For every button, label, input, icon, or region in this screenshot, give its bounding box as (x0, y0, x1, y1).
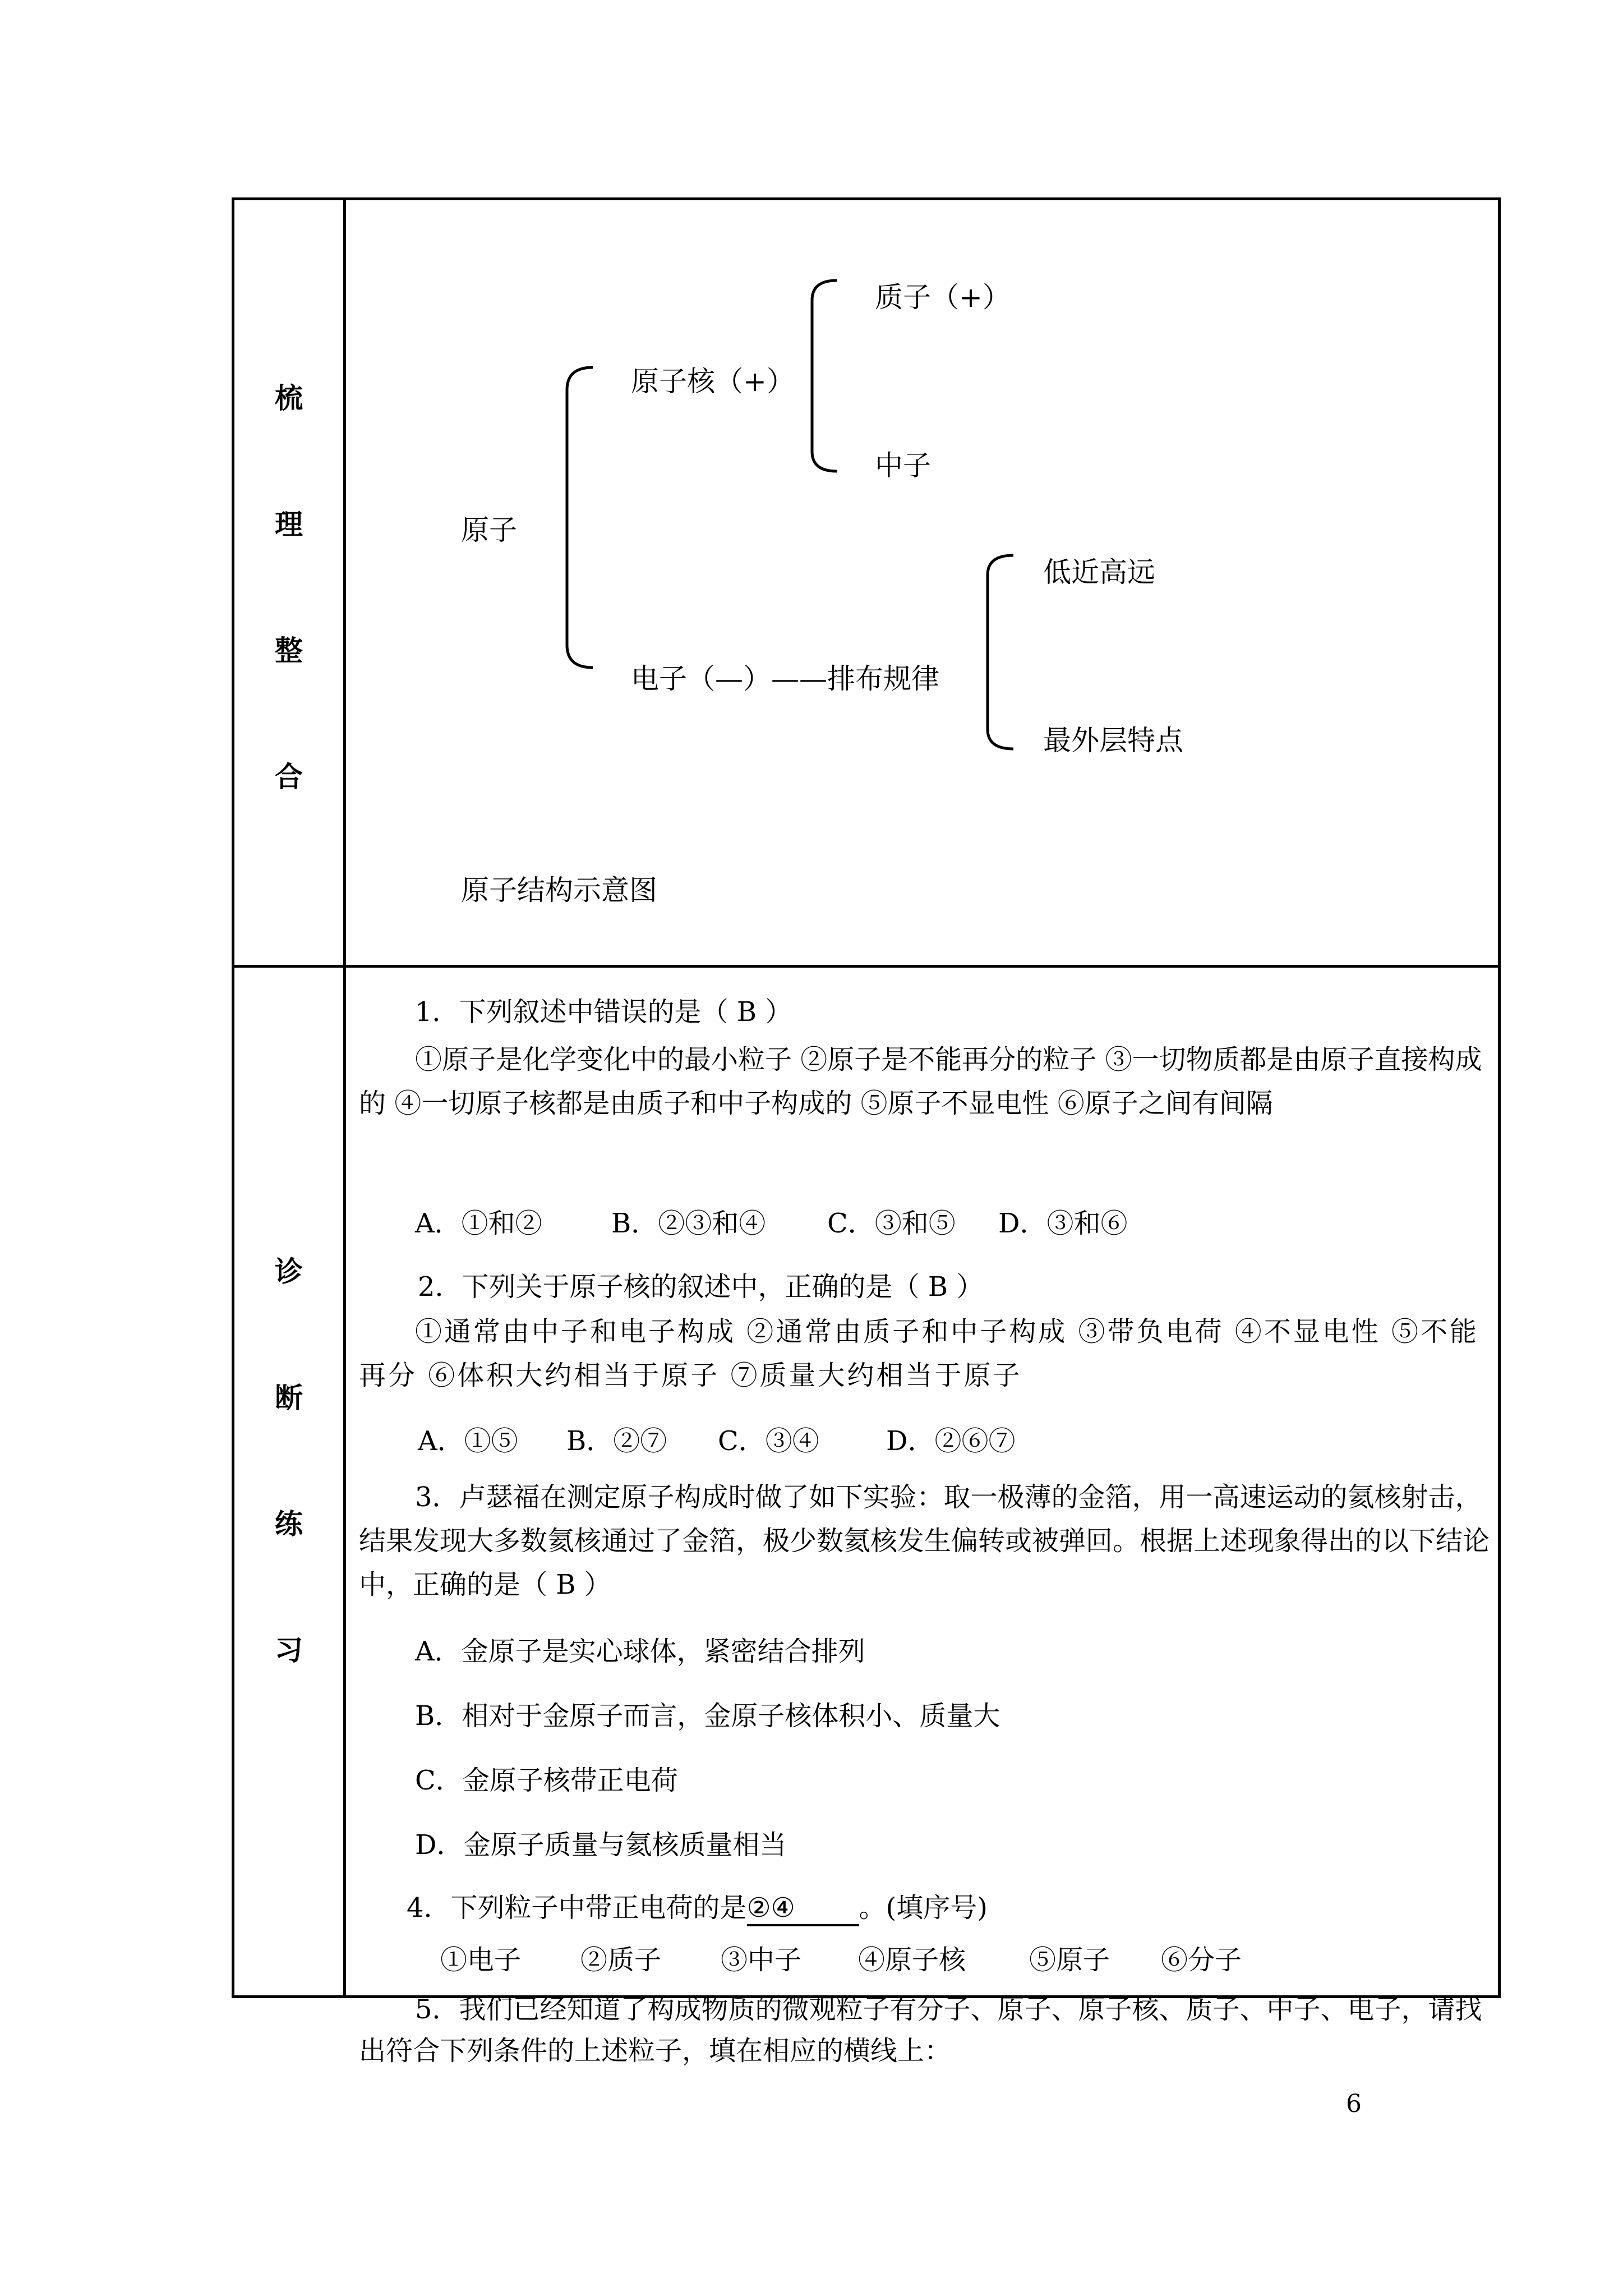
q5-stem: 5．我们已经知道了构成物质的微观粒子有分子、原子、原子核、质子、中子、电子，请找出符合下列条件的上述粒子，填在相应的横线上： (359, 1994, 1482, 2067)
q4-answer-blank: ②④ (747, 1892, 859, 1926)
q3-stem: 3．卢瑟福在测定原子构成时做了如下实验：取一极薄的金箔，用一高速运动的氦核射击，结果发现大多数氦核通过了金箔，极少数氦核发生偏转或被弹回。根据上述现象得出的以下结论中，正确的是（ B ） (359, 1481, 1490, 1600)
q4-stem-suffix: 。(填序号) (859, 1892, 988, 1924)
electron-rule-outer-shell: 最外层特点 (1043, 724, 1183, 757)
table-row-divider (232, 965, 1501, 968)
q2-option-d: D．②⑥⑦ (886, 1425, 1016, 1457)
q1-stem: 1．下列叙述中错误的是（ B ） (415, 996, 792, 1028)
label-char: 整 (275, 634, 303, 667)
page-number: 6 (1346, 2090, 1362, 2118)
neutron-label: 中子 (875, 449, 931, 482)
q1-option-a: A．①和② (415, 1208, 542, 1239)
brace-electron-rules (979, 553, 1018, 752)
q2-option-c: C．③④ (718, 1425, 819, 1457)
q4-option-4: ④原子核 (858, 1944, 966, 1976)
q4-stem-text: 4．下列粒子中带正电荷的是 (407, 1892, 747, 1924)
q2-option-b: B．②⑦ (566, 1425, 667, 1457)
label-char: 练 (275, 1508, 303, 1540)
brace-nucleus (802, 278, 841, 474)
label-char: 合 (275, 761, 303, 793)
table-column-divider (343, 197, 346, 1998)
q1-option-d: D．③和⑥ (998, 1208, 1128, 1239)
q4-stem (407, 1886, 988, 1926)
q4-option-3: ③中子 (721, 1944, 802, 1976)
diagram-caption: 原子结构示意图 (461, 874, 657, 907)
q1-option-c: C．③和⑤ (827, 1208, 956, 1239)
q4-option-2: ②质子 (580, 1944, 662, 1976)
label-char: 梳 (275, 382, 303, 415)
q3-option-c: C．金原子核带正电荷 (415, 1765, 678, 1796)
q3-option-b: B．相对于金原子而言，金原子核体积小、质量大 (415, 1700, 1000, 1732)
atom-label: 原子 (461, 514, 517, 546)
electron-label: 电子（—）——排布规律 (631, 662, 939, 695)
q2-option-a: A．①⑤ (418, 1425, 518, 1457)
q2-statements: ①通常由中子和电子构成 ②通常由质子和中子构成 ③带负电荷 ④不显电性 ⑤不能再分 ⑥体积大约相当于原子 ⑦质量大约相当于原子 (359, 1316, 1479, 1391)
proton-label: 质子（+） (875, 281, 1011, 314)
electron-rule-near-far: 低近高远 (1043, 556, 1155, 588)
q1-statements: ①原子是化学变化中的最小粒子 ②原子是不能再分的粒子 ③一切物质都是由原子直接构成的 ④一切原子核都是由质子和中子构成的 ⑤原子不显电性 ⑥原子之间有间隔 (359, 1044, 1482, 1119)
brace-atom (558, 365, 597, 670)
nucleus-label: 原子核（+） (631, 365, 795, 398)
q1-option-b: B．②③和④ (611, 1208, 766, 1239)
label-char: 诊 (275, 1255, 303, 1288)
label-char: 断 (275, 1382, 303, 1414)
q4-option-1: ①电子 (440, 1944, 522, 1976)
q3-option-d: D．金原子质量与氦核质量相当 (415, 1829, 787, 1861)
table-border-left (232, 197, 234, 1998)
label-char: 理 (275, 508, 303, 541)
table-border-right (1498, 197, 1501, 1998)
q2-stem: 2．下列关于原子核的叙述中，正确的是（ B ） (418, 1271, 984, 1303)
q4-option-5: ⑤原子 (1029, 1944, 1110, 1976)
q4-option-6: ⑥分子 (1161, 1944, 1242, 1976)
table-border-top (232, 197, 1501, 200)
label-char: 习 (275, 1634, 303, 1667)
q3-option-a: A．金原子是实心球体，紧密结合排列 (415, 1636, 865, 1667)
